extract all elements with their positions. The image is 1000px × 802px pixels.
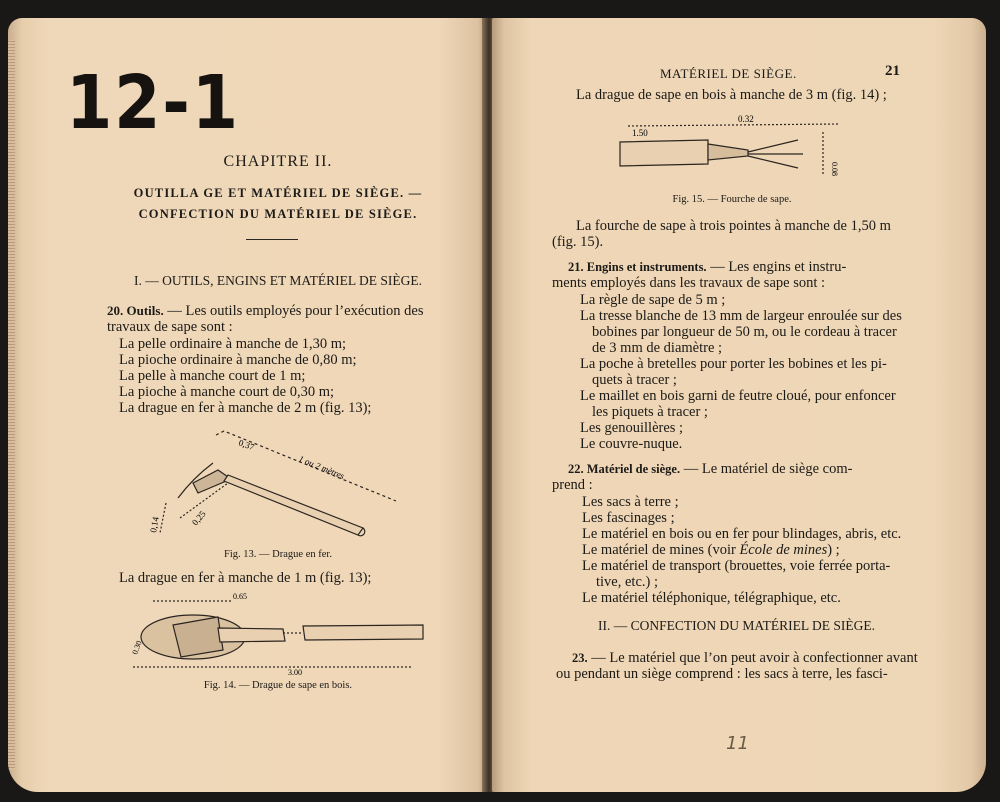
engin-item: La tresse blanche de 13 mm de largeur enroulée sur des — [580, 308, 902, 324]
stencil-number: 12-1 — [66, 60, 240, 146]
materiel-item — [582, 542, 840, 558]
running-head: MATÉRIEL DE SIÈGE. — [660, 66, 797, 81]
para-23 — [572, 650, 918, 666]
left-page — [8, 18, 486, 792]
para-number: 21. Engins et instruments. — [568, 260, 707, 274]
tool-item: La pioche ordinaire à manche de 0,80 m; — [119, 352, 357, 368]
engin-item: les piquets à tracer ; — [592, 404, 708, 420]
para-text: — Les outils employés pour l’exécution des — [167, 303, 424, 319]
engin-item: Les genouillères ; — [580, 420, 684, 436]
fig13-dim-a: 0,37 — [237, 437, 256, 453]
para-line: (fig. 15). — [552, 234, 604, 250]
para-line: prend : — [552, 477, 593, 493]
chapter-heading-line1: OUTILLA GE ET MATÉRIEL DE SIÈGE. — — [133, 186, 423, 200]
engin-item: Le couvre-nuque. — [580, 436, 683, 452]
fig15-dim-b: 0.32 — [738, 114, 754, 124]
fig15-caption: Fig. 15. — Fourche de sape. — [672, 194, 792, 205]
engin-item: quets à tracer ; — [592, 372, 677, 388]
tool-item: La drague en fer à manche de 2 m (fig. 13); — [119, 400, 372, 416]
tool-item: La pelle ordinaire à manche de 1,30 m; — [119, 336, 347, 352]
para-line: travaux de sape sont : — [107, 319, 233, 335]
fig14-dim-left: 0.30 — [130, 639, 144, 656]
fig13-dim-d: 0,14 — [148, 516, 161, 534]
materiel-item: Les fascinages ; — [582, 510, 675, 526]
materiel-text: Le matériel de mines (voir — [582, 542, 736, 558]
fig15-dim-c: 0.08 — [830, 162, 839, 176]
divider-rule — [246, 239, 298, 240]
fig13-caption: Fig. 13. — Drague en fer. — [224, 549, 332, 560]
para-text: — Les engins et instru- — [710, 259, 847, 275]
materiel-item: Le matériel en bois ou en fer pour blindages, abris, etc. — [582, 526, 902, 542]
section2-title: II. — CONFECTION DU MATÉRIEL DE SIÈGE. — [598, 618, 875, 633]
para-22 — [568, 461, 852, 477]
fig15-dim-a: 1.50 — [632, 128, 648, 138]
fig14-drawing — [123, 592, 423, 677]
tool-item: La pioche à manche court de 0,30 m; — [119, 384, 335, 400]
materiel-item: Les sacs à terre ; — [582, 494, 679, 510]
tool-item: La pelle à manche court de 1 m; — [119, 368, 306, 384]
fig14-dim-bottom: 3.00 — [288, 668, 302, 677]
engin-item: bobines par longueur de 50 m, ou le cordeau à tracer — [592, 324, 897, 340]
materiel-item: Le matériel téléphonique, télégraphique, etc. — [582, 590, 841, 606]
fig14-caption: Fig. 14. — Drague de sape en bois. — [203, 680, 353, 691]
chapter-title: CHAPITRE II. — [223, 153, 333, 170]
fig13-dim-c: 0,25 — [189, 508, 208, 528]
page-number: 21 — [885, 63, 900, 79]
para-20 — [107, 303, 423, 319]
ecole-de-mines-ref: École de mines — [739, 542, 828, 558]
fig13-drawing — [138, 423, 398, 543]
right-page — [492, 18, 986, 792]
section-title: I. — OUTILS, ENGINS ET MATÉRIEL DE SIÈGE. — [134, 273, 422, 288]
engin-item: La règle de sape de 5 m ; — [580, 292, 726, 308]
engin-item: La poche à bretelles pour porter les bobines et les pi- — [580, 356, 887, 372]
para-number: 22. Matériel de siège. — [568, 462, 681, 476]
fig14-dim-top: 0.65 — [233, 592, 247, 601]
materiel-item: tive, etc.) ; — [596, 574, 659, 590]
para-21 — [568, 259, 846, 275]
fig15-drawing — [618, 112, 848, 182]
chapter-heading-line2: CONFECTION DU MATÉRIEL DE SIÈGE. — [138, 207, 418, 221]
ecole-close: ) ; — [827, 542, 840, 558]
para-line: ou pendant un siège comprend : les sacs à terre, les fasci- — [556, 666, 888, 682]
engin-item: Le maillet en bois garni de feutre cloué, pour enfoncer — [580, 388, 896, 404]
para-line: ments employés dans les travaux de sape sont : — [552, 275, 826, 291]
pencil-mark: 11 — [726, 733, 749, 754]
page-edges — [8, 40, 15, 770]
para-line: La fourche de sape à trois pointes à manche de 1,50 m — [576, 218, 891, 234]
open-book — [8, 18, 986, 792]
para-line: La drague de sape en bois à manche de 3 m (fig. 14) ; — [576, 87, 887, 103]
para-number: 23. — [572, 651, 588, 665]
para-text: — Le matériel de siège com- — [683, 461, 853, 477]
para-line: La drague en fer à manche de 1 m (fig. 13); — [119, 570, 372, 586]
para-number: 20. Outils. — [107, 303, 164, 318]
para-text: — Le matériel que l’on peut avoir à confectionner avant — [591, 650, 918, 666]
engin-item: de 3 mm de diamètre ; — [592, 340, 723, 356]
fig13-dim-b: 1 ou 2 mètres — [297, 453, 346, 481]
materiel-item: Le matériel de transport (brouettes, voie ferrée porta- — [582, 558, 891, 574]
